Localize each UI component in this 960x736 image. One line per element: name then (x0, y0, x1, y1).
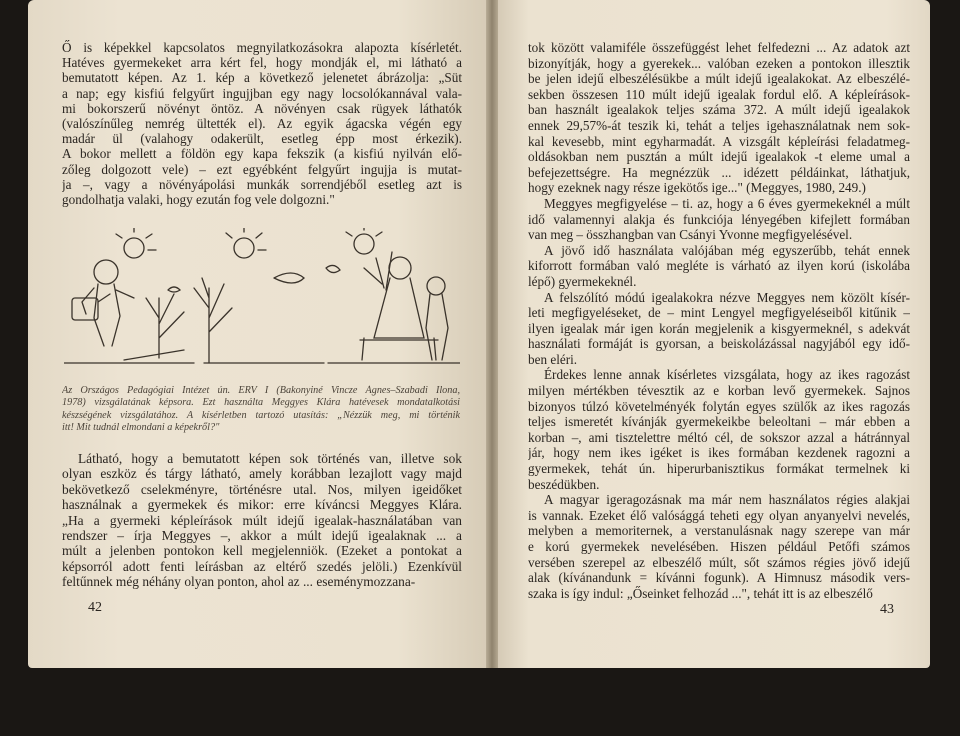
text-line: bizonyítják, hogy a gyerekek... valóban ezeken a pontokon illesztik (528, 55, 910, 71)
text-line: mi bokorszerű növényt öntöz. A növényen csak rügyek láthatók (62, 100, 462, 116)
caption-line: itt! Mit tudnál elmondani a képekről?" (62, 422, 220, 434)
text-line: jár, hogy nem ikes igéket is ikes formában kezdenek ragozni a (528, 445, 910, 461)
text-line: Meggyes megfigyelése – ti. az, hogy a 6 éves gyermekeknél a múlt (544, 195, 910, 211)
paragraph (528, 290, 910, 368)
text-line: A bokor mellett a földön egy kapa fekszik (a kisfiú nyilván elő- (62, 146, 462, 162)
text-line: szaka is így indul: „Őseinket felhozád ...", tehát itt is az elbeszélő (528, 585, 873, 601)
text-line: beszédükben. (528, 476, 600, 492)
text-line: madár ül (valahogy odakerült, esetleg épp most érkezik). (62, 131, 462, 147)
panel-1-boy-watering (64, 228, 194, 363)
page-number-right: 43 (880, 602, 894, 617)
caption-line: 1978) vizsgálatának képsora. Ezt használta Meggyes Klára hatévesek mondatalkotási (62, 397, 460, 409)
text-line: leti megfigyeléseket, de – mint Lengyel megfigyeléseiből kitűnik – (528, 305, 910, 321)
text-line: ben eléri. (528, 351, 578, 367)
text-line: zőleg dolgozott vele) – ezt egyébként felgyűrt ingujja is mutat- (62, 161, 462, 177)
page-number-left: 42 (88, 600, 102, 615)
left-top-paragraph (62, 40, 462, 207)
text-line: (valószínűleg nemrég ültették el). Az egyik ágacska végén egy (62, 116, 462, 132)
paragraph (528, 196, 910, 243)
panel-2-plant (194, 228, 324, 363)
text-line: feltűnnek még néhány olyan ponton, ahol az ... eseménymozzana- (62, 574, 416, 590)
picture-sequence-illustration (64, 228, 460, 378)
text-line: A jövő idő használata valójában még egyszerűbb, tehát ennek (544, 242, 910, 258)
text-line: kiforrott formában való megléte is várható az ilyen korú (iskolába (528, 258, 910, 274)
text-line: Látható, hogy a bemutatott képen sok történés van, illetve sok (78, 451, 462, 466)
text-line: teljes ismeretét kívánják gyermekeikbe beleoltani – már ebben a (528, 414, 910, 430)
text-line: tok között valamiféle összefüggést lehet felfedezni ... Az adatok azt (528, 40, 910, 55)
text-line: használnak a gyermekek és mikor: erre kíváncsi Meggyes Klára. (62, 497, 462, 513)
text-line: idő valamennyi alakja és funkciója lényegében kifejlett formában (528, 211, 910, 227)
text-line: melyben a memoriternek, a verstanulásnak nagy szerepe van már (528, 523, 910, 539)
text-line: gyermekek, tehát ún. hiperurbanisztikus formákat termelnek ki (528, 461, 910, 477)
text-line: lépő) gyermekeknél. (528, 273, 637, 289)
text-line: ilyen igealak már igen korán megjelenik a kisgyermeknél, s adekvát (528, 320, 910, 336)
text-line: Érdekes lenne annak kísérletes vizsgálata, hogy az ikes ragozást (544, 367, 910, 383)
text-line: korban –, ami tisztelettre méltó cél, de sokszor azzal a hátránnyal (528, 429, 910, 445)
text-line: kal kevesebb, mint egyharmadát. A vizsgált képleírási feladatmeg- (528, 133, 910, 149)
text-line: Ő is képekkel kapcsolatos megnyilatkozásokra alapozta kísérletét. (62, 40, 462, 55)
illustration-drawing (64, 228, 460, 378)
paragraph (528, 40, 910, 196)
text-line: bemutatott képen. Az 1. kép a következő jelenetet ábrázolja: „Süt (62, 70, 462, 86)
text-line: sekben összesen 110 múlt idejű igealak fordul elő. A képleírások- (528, 86, 910, 102)
text-line: ennek 29,57%-át teszik ki, tehát a teljes igehasználatnak nem sok- (528, 117, 910, 133)
text-line: Hatéves gyermekeket arra kért fel, hogy mondják el, mi látható a (62, 55, 462, 71)
text-line: bizonyos túlzó követelményék folytán egyes szülők az ikes ragozás (528, 398, 910, 414)
text-line: e korú gyermekek nevelésében. Hiszen például Petőfi számos (528, 539, 910, 554)
text-line: alak (kívánandunk = kívánni fogunk). A Himnusz második vers- (528, 570, 910, 586)
text-line: gondolhatja valaki, hogy ezután fog vele dolgozni." (62, 192, 335, 208)
text-line: oldásokban nem pusztán a múlt idejű igealakok -t eleme umal a (528, 149, 910, 165)
caption-line: készségének vizsgálatához. A kísérletben tartozó utasítás: „Nézzük meg, mi történik (62, 409, 460, 421)
text-line: képsorról adott fenti leírásban az eltérő szedés jelöli.) Ezenkívül (62, 558, 462, 574)
paragraph (528, 243, 910, 290)
right-page-text (528, 40, 910, 601)
text-line: rendszer – írja Meggyes –, akkor a múlt idejű igealaknak ... a (62, 528, 462, 544)
text-line: be jelen idejű elbeszélésükbe a múlt idejű igealakokat. Az elbeszélé- (528, 71, 910, 87)
text-line: A magyar igeragozásnak ma már nem használatos régies alakjai (544, 492, 910, 508)
text-line: van meg – összhangban van Csányi Yvonne megfigyelésével. (528, 227, 853, 243)
text-line: ban használt igealakok teljes száma 372. A múlt idejű igealakok (528, 102, 910, 118)
text-line: bekövetkező cselekményre, történésre utal. Nos, milyen igeidőket (62, 481, 462, 497)
left-bottom-paragraph (62, 451, 462, 590)
panel-3-woman-child (326, 228, 460, 363)
caption-line: Az Országos Pedagógiai Intézet ún. ERV I (Bakonyiné Vincze Ágnes–Szabadi Ilona, (62, 385, 460, 396)
book-gutter (486, 0, 498, 668)
text-line: befejezettségre. Ha megnézzük ... idézett példáinkat, láthatjuk, (528, 164, 910, 180)
text-line: milyen mértékben tévesztik az e korban levő gyermekek. Sajnos (528, 383, 910, 399)
text-line: használati formáját is gyorsan, a beiskolázással nagyjából egy idő- (528, 336, 910, 352)
text-line: „Ha a gyermeki képleírások múlt idejű igealak-használatában van (62, 512, 462, 528)
paragraph (528, 367, 910, 492)
text-line: A felszólító módú igealakokra nézve Meggyes nem közölt kísér- (544, 289, 910, 305)
text-line: múlt a jelenben pontokon kell megjelenniök. (Ezeket a pontokat a (62, 543, 462, 559)
illustration-caption (62, 385, 460, 435)
text-line: ja –, vagy a növényápolási munkák sorrendjéből esetleg azt is (62, 176, 462, 192)
text-line: olyan eszköz és tárgy látható, amely korábban lezajlott vagy majd (62, 466, 462, 482)
paragraph (528, 492, 910, 601)
text-line: a nap; egy kisfiú felgyűrt ingujjban egy nagy locsolókannával vala- (62, 85, 462, 101)
text-line: is vannak. Ezeket élő valósággá teheti egy olyan anyanyelvi nevelés, (528, 507, 910, 523)
text-line: versében szerepel az elbeszélő múlt, sőt számos régies jövő idejű (528, 554, 910, 570)
text-line: hogy ezeknek nagy része igekötős ige..." (Meggyes, 1980, 249.) (528, 180, 866, 196)
